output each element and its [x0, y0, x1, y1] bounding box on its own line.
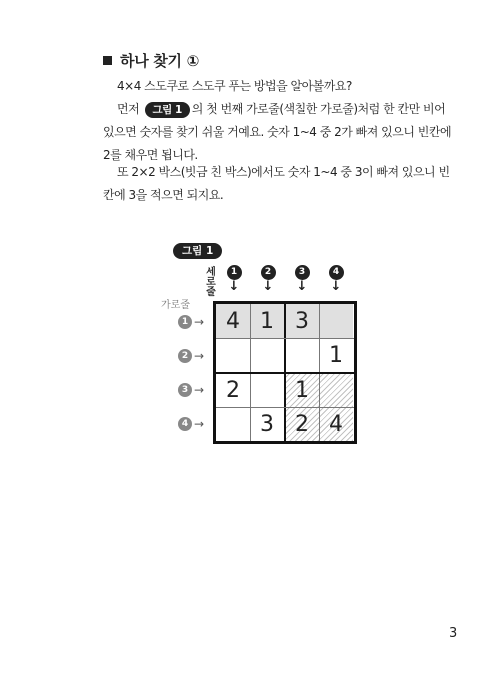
intro-text: 4×4 스도쿠로 스도쿠 푸는 방법을 알아볼까요?	[117, 79, 352, 93]
sudoku-grid	[213, 301, 357, 444]
grid-cell: 4	[216, 304, 250, 338]
column-number: 2	[261, 265, 276, 280]
section-heading	[103, 50, 199, 71]
row-marker-4	[178, 416, 204, 432]
arrow-right-icon: →	[194, 349, 205, 363]
column-number: 4	[329, 265, 344, 280]
row-number: 3	[178, 383, 192, 397]
arrow-down-icon: ↓	[262, 279, 274, 294]
column-marker-4	[328, 265, 344, 294]
row-number: 4	[178, 417, 192, 431]
grid-cell: 1	[285, 373, 319, 407]
column-label: 세로줄	[206, 267, 216, 298]
arrow-right-icon: →	[194, 417, 205, 431]
grid-cell: 2	[226, 377, 240, 403]
grid-cell	[285, 338, 319, 372]
grid-cell	[250, 338, 284, 372]
grid-line	[216, 407, 354, 408]
arrow-down-icon: ↓	[330, 279, 342, 294]
grid-cell: 4	[319, 407, 353, 441]
page-number: 3	[449, 626, 458, 641]
column-number: 1	[227, 265, 242, 280]
grid-cell	[319, 373, 353, 407]
arrow-down-icon: ↓	[296, 279, 308, 294]
column-marker-3	[294, 265, 310, 294]
grid-cell	[250, 373, 284, 407]
grid-cell	[216, 338, 250, 372]
square-bullet-icon	[103, 56, 112, 65]
row-label: 가로줄	[161, 300, 190, 311]
explanation-lead: 먼저	[117, 102, 140, 116]
grid-cell: 1	[250, 304, 284, 338]
grid-cell	[216, 407, 250, 441]
figure-reference-pill: 그림 1	[145, 102, 190, 118]
row-number: 2	[178, 349, 192, 363]
arrow-right-icon: →	[194, 315, 205, 329]
row-number: 1	[178, 315, 192, 329]
column-number: 3	[295, 265, 310, 280]
arrow-right-icon: →	[194, 383, 205, 397]
explanation-paragraph	[103, 98, 453, 167]
section-heading-text: 하나 찾기 ①	[120, 52, 200, 70]
grid-cell: 3	[285, 304, 319, 338]
grid-cell	[319, 304, 353, 338]
grid-cell: 2	[285, 407, 319, 441]
column-marker-2	[260, 265, 276, 294]
row-marker-2	[178, 348, 204, 364]
grid-cell: 1	[329, 342, 343, 368]
arrow-down-icon: ↓	[228, 279, 240, 294]
row-marker-3	[178, 382, 204, 398]
figure-tag: 그림 1	[173, 243, 222, 259]
explanation-text: 의 첫 번째 가로줄(색칠한 가로줄)처럼 한 칸만 비어 있으면 숫자를 찾기 쉬울 거예요. 숫자 1~4 중 2가 빠져 있으니 빈칸에 2를 채우면 됩니다.	[103, 102, 452, 162]
column-marker-1	[226, 265, 242, 294]
box-paragraph	[103, 161, 453, 207]
box-text: 또 2×2 박스(빗금 친 박스)에서도 숫자 1~4 중 3이 빠져 있으니 빈칸에 3을 적으면 되지요.	[103, 165, 450, 202]
grid-line	[216, 338, 354, 339]
row-marker-1	[178, 314, 204, 330]
intro-paragraph	[103, 75, 453, 98]
box-divider-line	[216, 372, 354, 374]
grid-cell: 3	[260, 411, 274, 437]
